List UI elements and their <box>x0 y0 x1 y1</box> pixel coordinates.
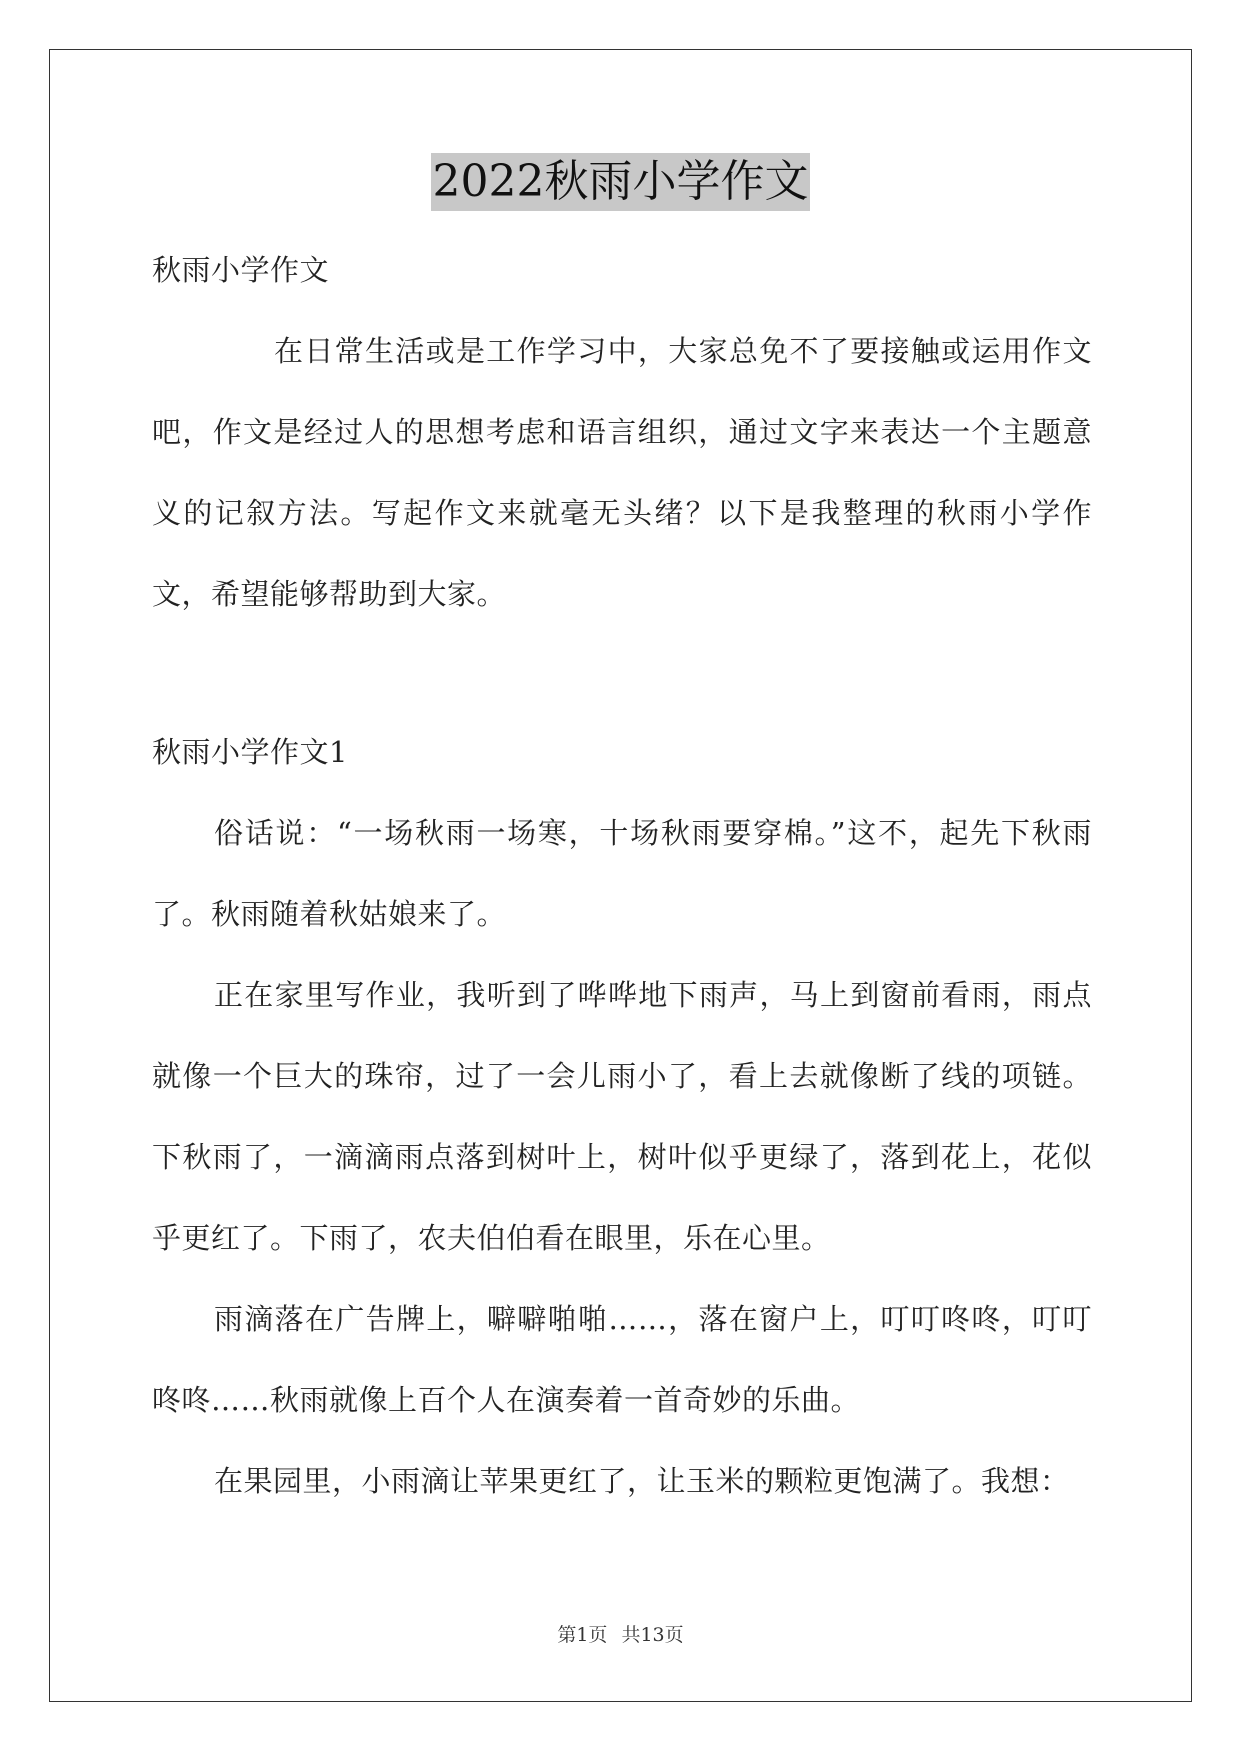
body-paragraph: 雨滴落在广告牌上，噼噼啪啪……，落在窗户上，叮叮咚咚，叮叮咚咚……秋雨就像上百个人在演奏着一首奇妙的乐曲。 <box>152 1302 1092 1417</box>
intro-paragraph: 在日常生活或是工作学习中，大家总免不了要接触或运用作文吧，作文是经过人的思想考虑和语言组织，通过文字来表达一个主题意义的记叙方法。写起作文来就毫无头绪？以下是我整理的秋雨小学作文，希望能够帮助到大家。 <box>152 334 1092 611</box>
section-heading: 秋雨小学作文1 <box>152 735 348 769</box>
page-total: 共13页 <box>621 1624 684 1646</box>
body-paragraph: 正在家里写作业，我听到了哗哗地下雨声，马上到窗前看雨，雨点就像一个巨大的珠帘，过了一会儿雨小了，看上去就像断了线的项链。下秋雨了，一滴滴雨点落到树叶上，树叶似乎更绿了，落到花上，花似乎更红了。下雨了，农夫伯伯看在眼里，乐在心里。 <box>152 978 1092 1255</box>
body-paragraph: 俗话说：“一场秋雨一场寒，十场秋雨要穿棉。”这不，起先下秋雨了。秋雨随着秋姑娘来了。 <box>152 816 1092 931</box>
section-spacer <box>152 635 1092 712</box>
document-body <box>152 230 1092 1522</box>
page-footer <box>0 1620 1241 1647</box>
document-subtitle: 秋雨小学作文 <box>152 253 330 287</box>
document-title <box>0 153 1241 211</box>
body-paragraph: 在果园里，小雨滴让苹果更红了，让玉米的颗粒更饱满了。我想： <box>214 1464 1070 1498</box>
page-number: 第1页 <box>557 1624 608 1646</box>
document-title-text: 2022秋雨小学作文 <box>431 153 811 211</box>
